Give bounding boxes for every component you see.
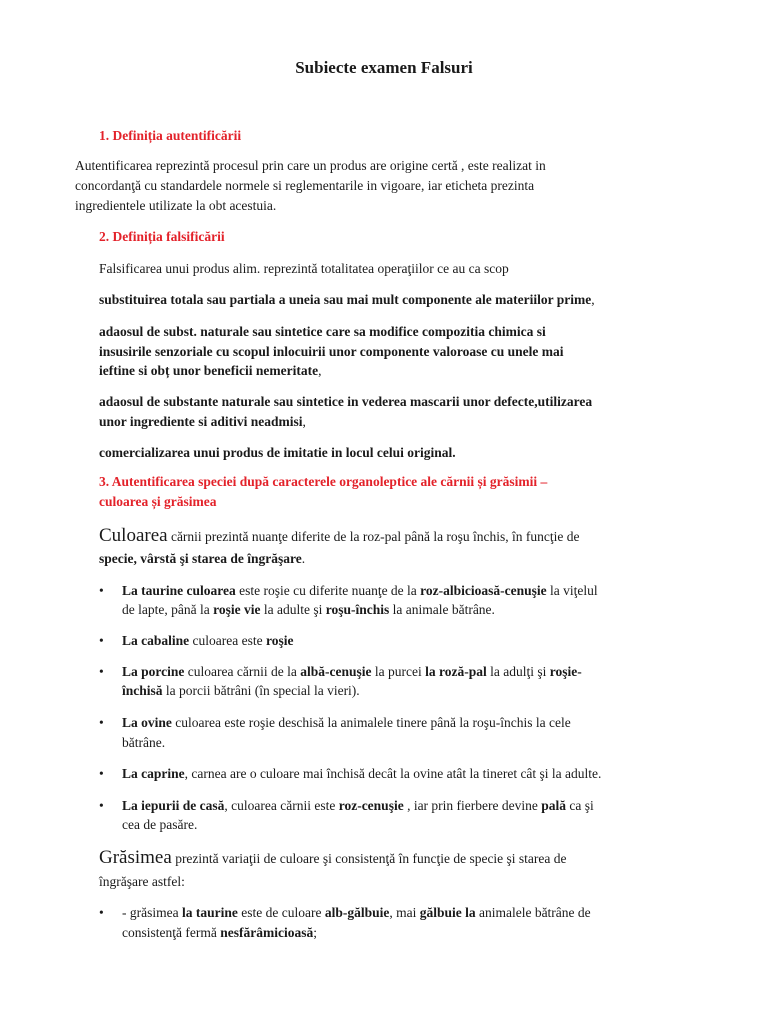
bullet-icon: •: [99, 715, 104, 730]
bullet-icon: •: [99, 798, 104, 813]
section-3-heading: 3. Autentificarea speciei după caracterele organoleptice ale cărnii și grăsimii –: [99, 474, 548, 489]
bullet-icon: •: [99, 905, 104, 920]
section-1-text-line: Autentificarea reprezintă procesul prin care un produs are origine certă , este realizat in: [75, 158, 546, 173]
page-title: Subiecte examen Falsuri: [295, 58, 473, 77]
culoarea-paragraph: specie, vârstă şi starea de îngrăşare.: [99, 551, 306, 566]
section-2-intro: Falsificarea unui produs alim. reprezintă totalitatea operaţiilor ce au ca scop: [99, 261, 509, 276]
falsification-item: comercializarea unui produs de imitatie in locul celui original.: [99, 445, 456, 460]
falsification-item: insusirile senzoriale cu scopul inlocuirii unor componente valoroase cu unele mai: [99, 344, 564, 359]
bullet-icon: •: [99, 766, 104, 781]
falsification-item: substituirea totala sau partiala a uneia sau mai mult componente ale materiilor prime,: [99, 292, 595, 307]
bullet-icon: •: [99, 664, 104, 679]
falsification-item: ieftine si obț unor beneficii nemeritate,: [99, 363, 322, 378]
falsification-item: unor ingrediente si aditivi neadmisi,: [99, 414, 306, 429]
culoarea-paragraph: Culoarea cărnii prezintă nuanţe diferite de la roz-pal până la roşu închis, în funcţie de: [99, 525, 580, 546]
falsification-item: adaosul de subst. naturale sau sintetice care sa modifice compozitia chimica si: [99, 324, 546, 339]
falsification-item: adaosul de substante naturale sau sintetice in vederea mascarii unor defecte,utilizarea: [99, 394, 593, 409]
bullet-icon: •: [99, 583, 104, 598]
grasimea-paragraph: îngrăşare astfel:: [99, 874, 185, 889]
section-1-text-line: ingredientele utilizate la obt acestuia.: [75, 198, 277, 213]
grasimea-paragraph: Grăsimea prezintă variaţii de culoare şi consistenţă în funcţie de specie şi starea de: [99, 847, 567, 868]
section-3-heading: culoarea și grăsimea: [99, 494, 217, 509]
section-2-heading: 2. Definiția falsificării: [99, 229, 225, 244]
section-1-heading: 1. Definiția autentificării: [99, 128, 242, 143]
document-page: Subiecte examen Falsuri 1. Definiția autentificării Autentificarea reprezintă procesul prin care un produs are origine certă , este realizat in concordanţă cu standardele normele si reglementarile in vigoare, iar eticheta prezinta ingredientele utilizate la obt acestuia. 2. Definiția falsificării Falsificarea unui produs alim. reprezintă totalitatea operaţiilor ce au ca scop substituirea totala sau partiala a uneia sau mai mult componente ale materiilor prime, adaosul de subst. naturale sau sintetice care sa modifice compozitia chimica si insusirile senzoriale cu scopul inlocuirii unor componente valoroase cu unele mai ieftine si obț unor beneficii nemeritate, adaosul de substante naturale sau sintetice in vederea mascarii unor defecte,utilizarea unor ingrediente si aditivi neadmisi, comercializarea unui produs de imitatie in locul celui original. 3. Autentificarea speciei după caracterele organoleptice ale cărnii și grăsimii – culoarea și grăsimea Culoarea cărnii prezintă nuanţe diferite de la roz-pal până la roşu închis, în funcţie de specie, vârstă şi starea de îngrăşare. • La taurine culoarea este roşie cu diferite nuanţe de la roz-albicioasă-cenuşie la viţelul de lapte, până la roşie vie la adulte şi roşu-închis la animale bătrâne. • La cabaline culoarea este roşie • La porcine culoarea cărnii de la albă-cenuşie la purcei la roză-pal la adulţi şi roşie- închisă la porcii bătrâni (în special la vieri). • La ovine culoarea este roşie deschisă la animalele tinere până la roşu-închis la cele bătrâne. • La caprine, carnea are o culoare mai închisă decât la ovine atât la tineret cât şi la adulte. • La iepurii de casă, culoarea cărnii este roz-cenuşie , iar prin fierbere devine pală ca şi cea de pasăre. Grăsimea prezintă variaţii de culoare şi consistenţă în funcţie de specie şi starea de îngrăşare astfel: • - grăsimea la taurine este de culoare alb-gălbuie, mai gălbuie la animalele bătrâne de consistenţă fermă nesfărâmicioasă;: [0, 0, 768, 1024]
bullet-icon: •: [99, 633, 104, 648]
section-1-text-line: concordanţă cu standardele normele si reglementarile in vigoare, iar eticheta prezinta: [75, 178, 535, 193]
